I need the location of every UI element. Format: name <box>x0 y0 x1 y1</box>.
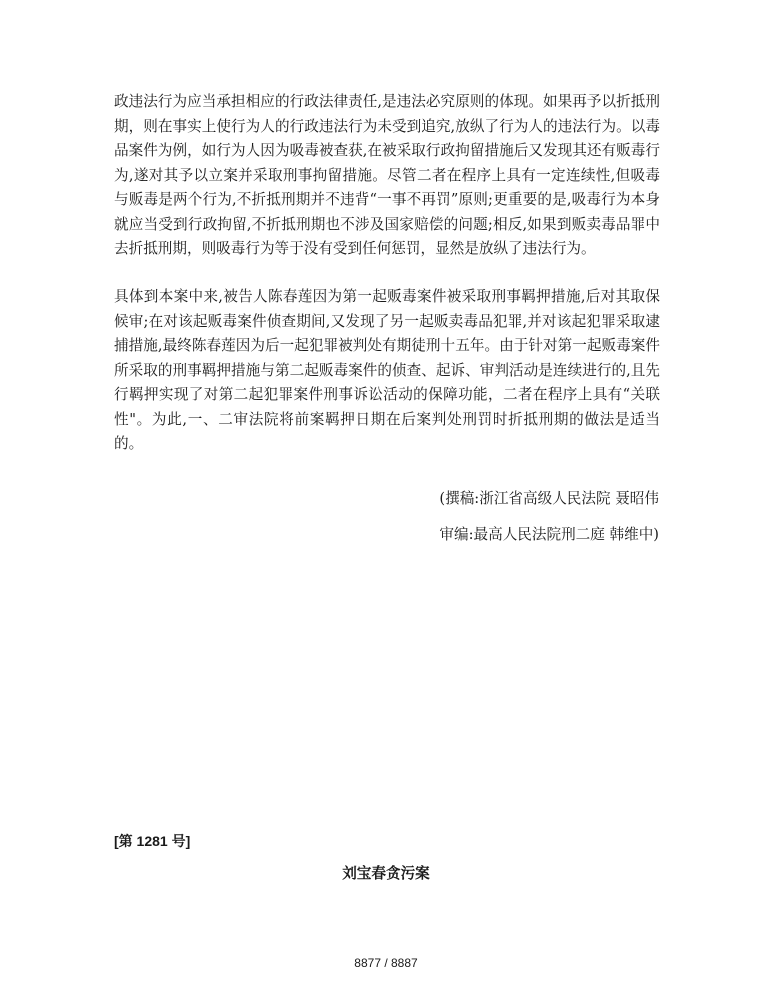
body-paragraph-2: 具体到本案中来,被告人陈春莲因为第一起贩毒案件被采取刑事羁押措施,后对其取保候审;在对该起贩毒案件侦查期间,又发现了另一起贩卖毒品犯罪,并对该起犯罪采取逮捕措施,最终陈春莲因为后一起犯罪被判处有期徒刑十五年。由于针对第一起贩毒案件所采取的刑事羁押措施与第二起贩毒案件的侦查、起诉、审判活动是连续进行的,且先行羁押实现了对第二起犯罪案件刑事诉讼活动的保障功能，二者在程序上具有“关联性"。为此,一、二审法院将前案羁押日期在后案判处刑罚时折抵刑期的做法是适当的。 <box>114 288 660 452</box>
writer-credit: (撰稿:浙江省高级人民法院 聂昭伟 <box>439 490 659 507</box>
page-number: 8877 / 8887 <box>354 956 418 970</box>
case-title: 刘宝春贪污案 <box>342 865 430 882</box>
editor-credit: 审编:最高人民法院刑二庭 韩维中) <box>439 526 659 543</box>
body-paragraph-1: 政违法行为应当承担相应的行政法律责任,是违法必究原则的体现。如果再予以折抵刑期，则在事实上使行为人的行政违法行为未受到追究,放纵了行为人的违法行为。以毒品案件为例，如行为人因为吸毒被查获,在被采取行政拘留措施后又发现其还有贩毒行为,遂对其予以立案并采取刑事拘留措施。尽管二者在程序上具有一定连续性,但吸毒与贩毒是两个行为,不折抵刑期并不违背“一事不再罚”原则;更重要的是,吸毒行为本身就应当受到行政拘留,不折抵刑期也不涉及国家赔偿的问题;相反,如果到贩卖毒品罪中去折抵刑期，则吸毒行为等于没有受到任何惩罚，显然是放纵了违法行为。 <box>114 93 660 257</box>
case-number: [第 1281 号] <box>114 833 191 849</box>
